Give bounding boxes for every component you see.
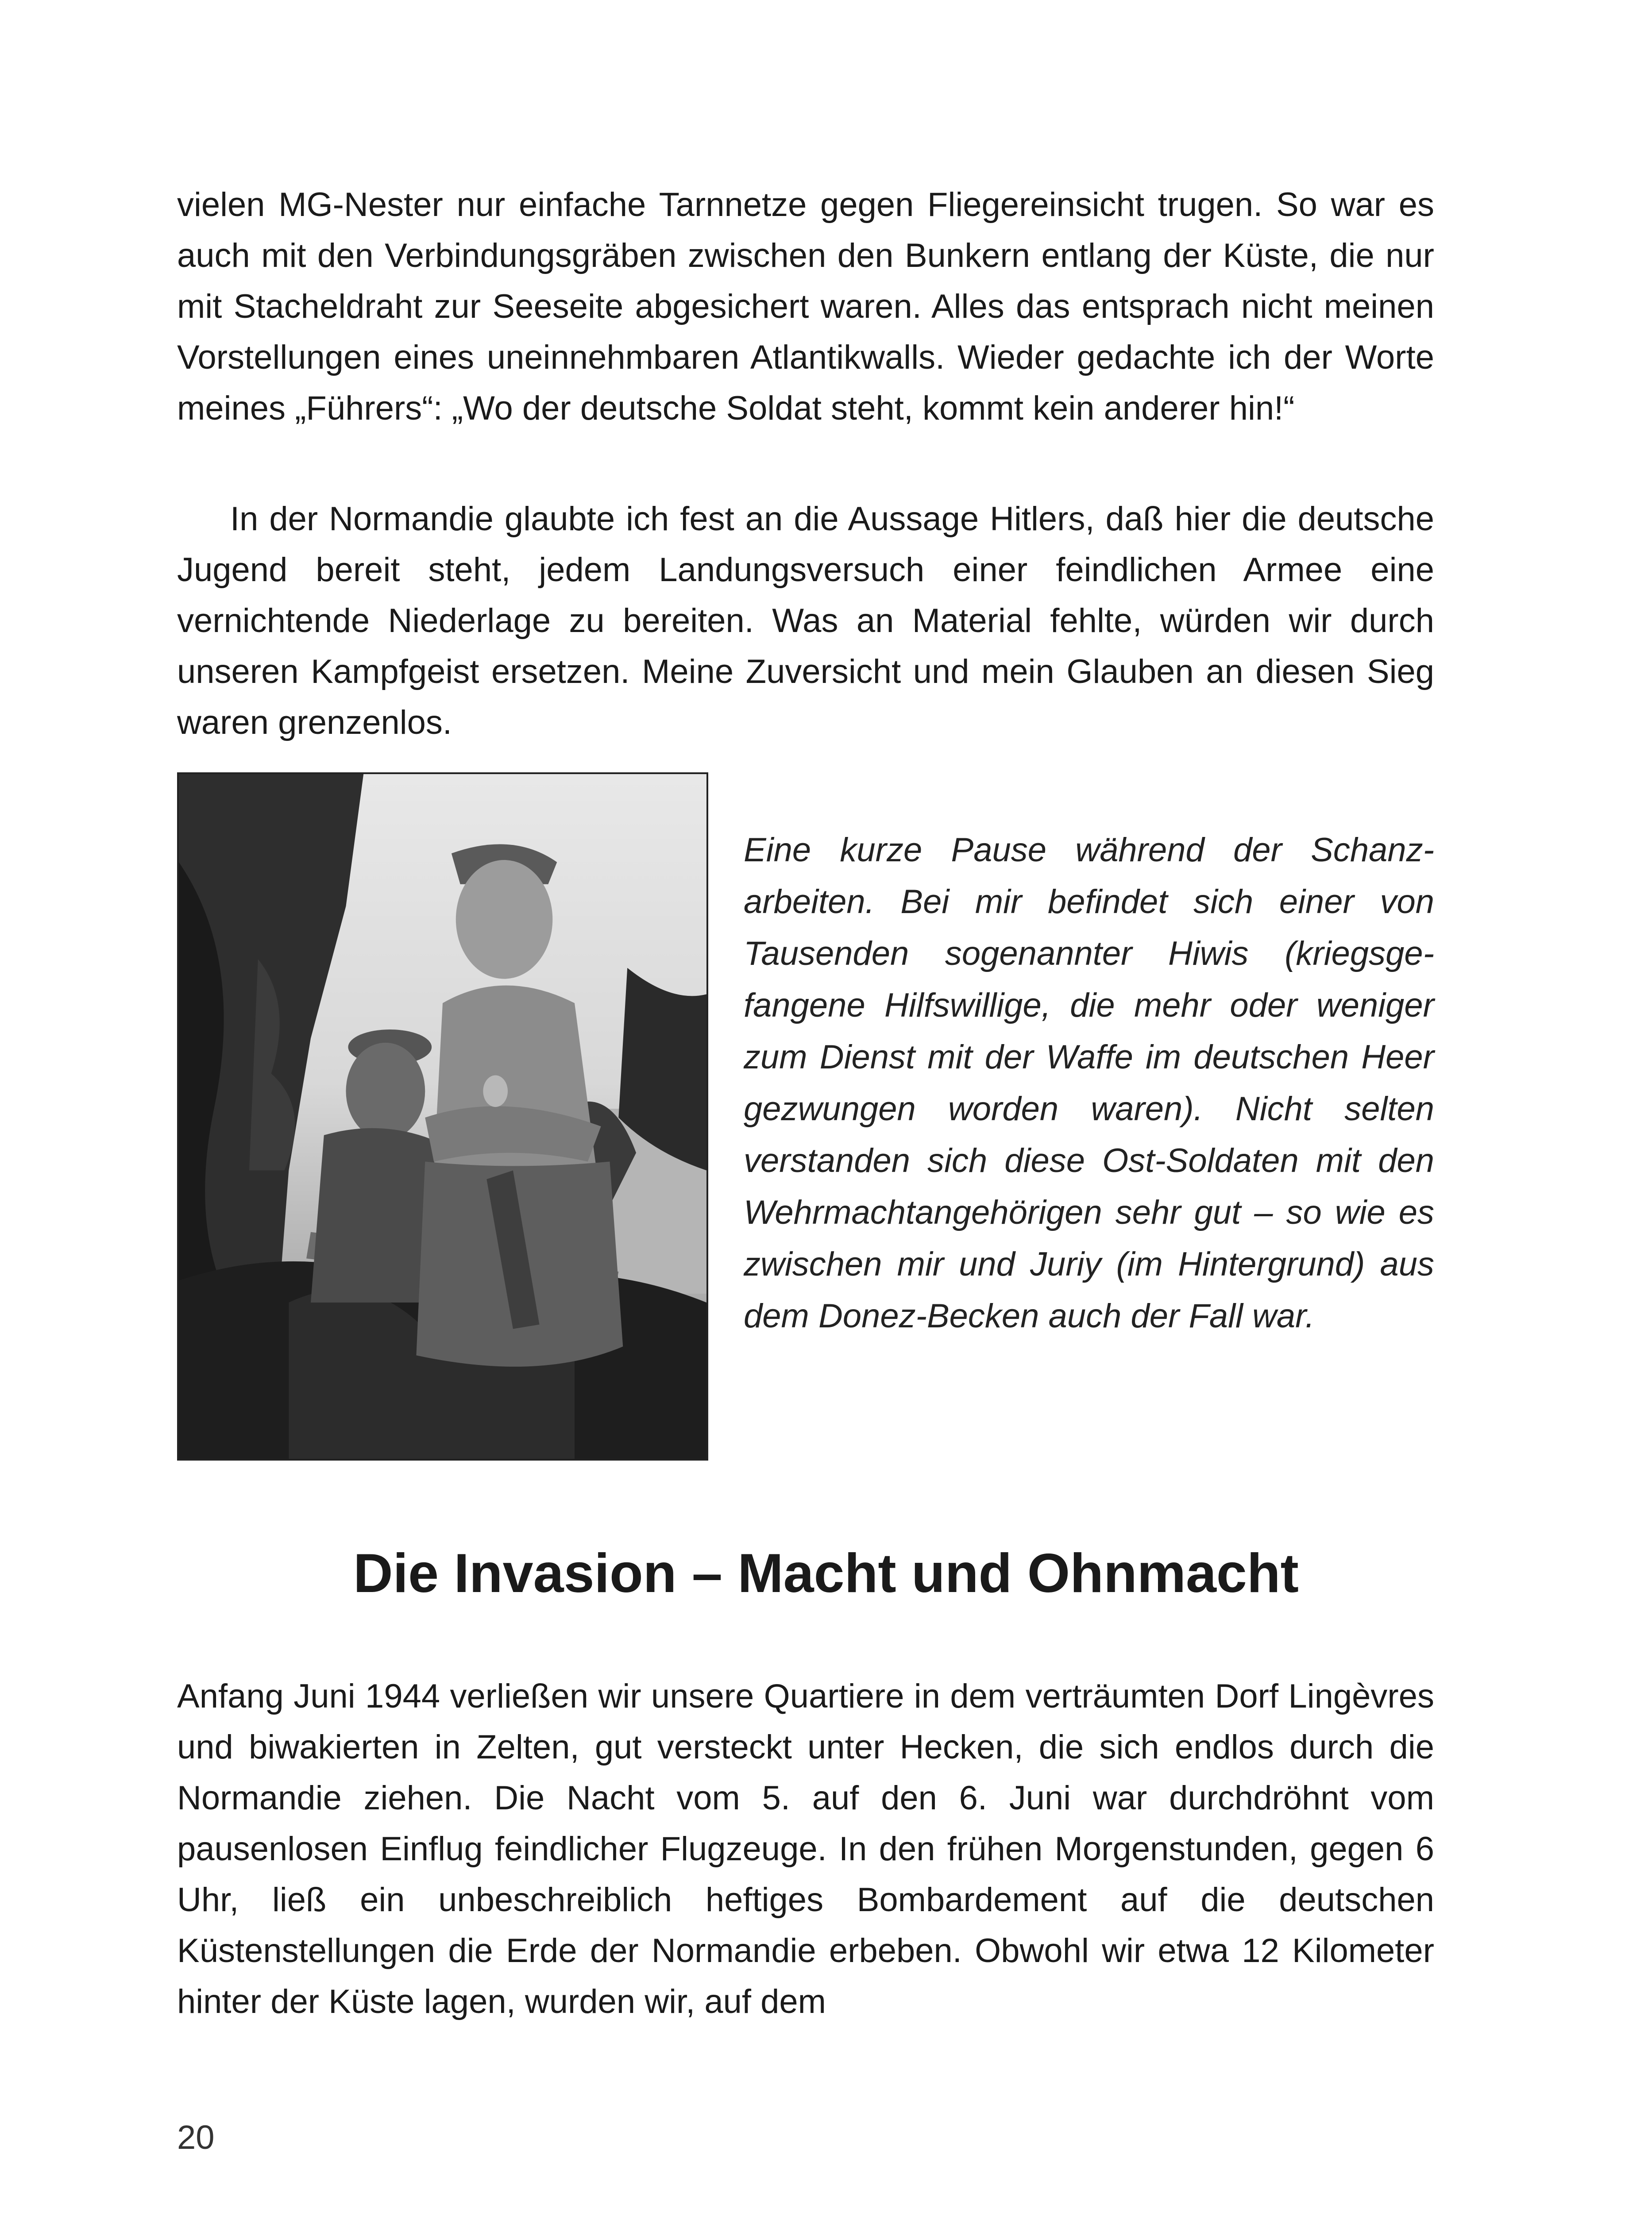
paragraph-invasion: Anfang Juni 1944 verließen wir unsere Quartiere in dem verträumten Dorf Lingèvres und biwakierten in Zelten, gut versteckt unter Hecken, die sich endlos durch die Normandie ziehen. Die Nacht vom 5. auf den 6. Juni war durchdröhnt vom pausenlosen Einflug feindlicher Flugzeuge. In den frühen Morgenstunden, gegen 6 Uhr, ließ ein unbeschreiblich heftiges Bombardement auf die deutschen Küstenstellungen die Erde der Normandie erbeben. Obwohl wir etwa 12 Kilometer hinter der Küste lagen, wurden wir, auf dem [177,1677,1434,2020]
photo-caption: Eine kurze Pause während der Schanzarbeiten. Bei mir befindet sich einer von Tausenden sogenannter Hiwis (kriegsgefangene Hilfswillige, die mehr oder weniger zum Dienst mit der Waffe im deutschen Heer gezwungen worden waren). Nicht selten verstanden sich diese Ost-Soldaten mit den Wehrmachtangehörigen sehr gut – so wie es zwischen mir und Juriy (im Hintergrund) aus dem Donez-Becken auch der Fall war. [744,831,1434,1335]
paragraph-normandie: In der Normandie glaubte ich fest an die Aussage Hitlers, daß hier die deutsche Jugend bereit steht, jedem Landungsversuch einer feindlichen Armee eine vernichtende Niederlage zu bereiten. Was an Material fehlte, würden wir durch unseren Kampfgeist ersetzen. Meine Zuversicht und mein Glauben an diesen Sieg waren grenzenlos. [177,500,1434,741]
section-heading: Die Invasion – Macht und Ohnmacht [353,1543,1299,1604]
historical-photo-soldiers [177,772,708,1461]
page-number: 20 [177,2119,215,2156]
paragraph-atlantikwall: vielen MG-Nester nur einfache Tarnnetze gegen Fliegereinsicht trugen. So war es auch mit den Verbindungsgräben zwischen den Bunkern entlang der Küste, die nur mit Stacheldraht zur Seeseite abgesichert waren. Alles das entsprach nicht meinen Vorstellungen eines uneinnehmbaren Atlantikwalls. Wieder gedachte ich der Worte meines „Führers“: „Wo der deutsche Soldat steht, kommt kein anderer hin!“ [177,186,1434,427]
